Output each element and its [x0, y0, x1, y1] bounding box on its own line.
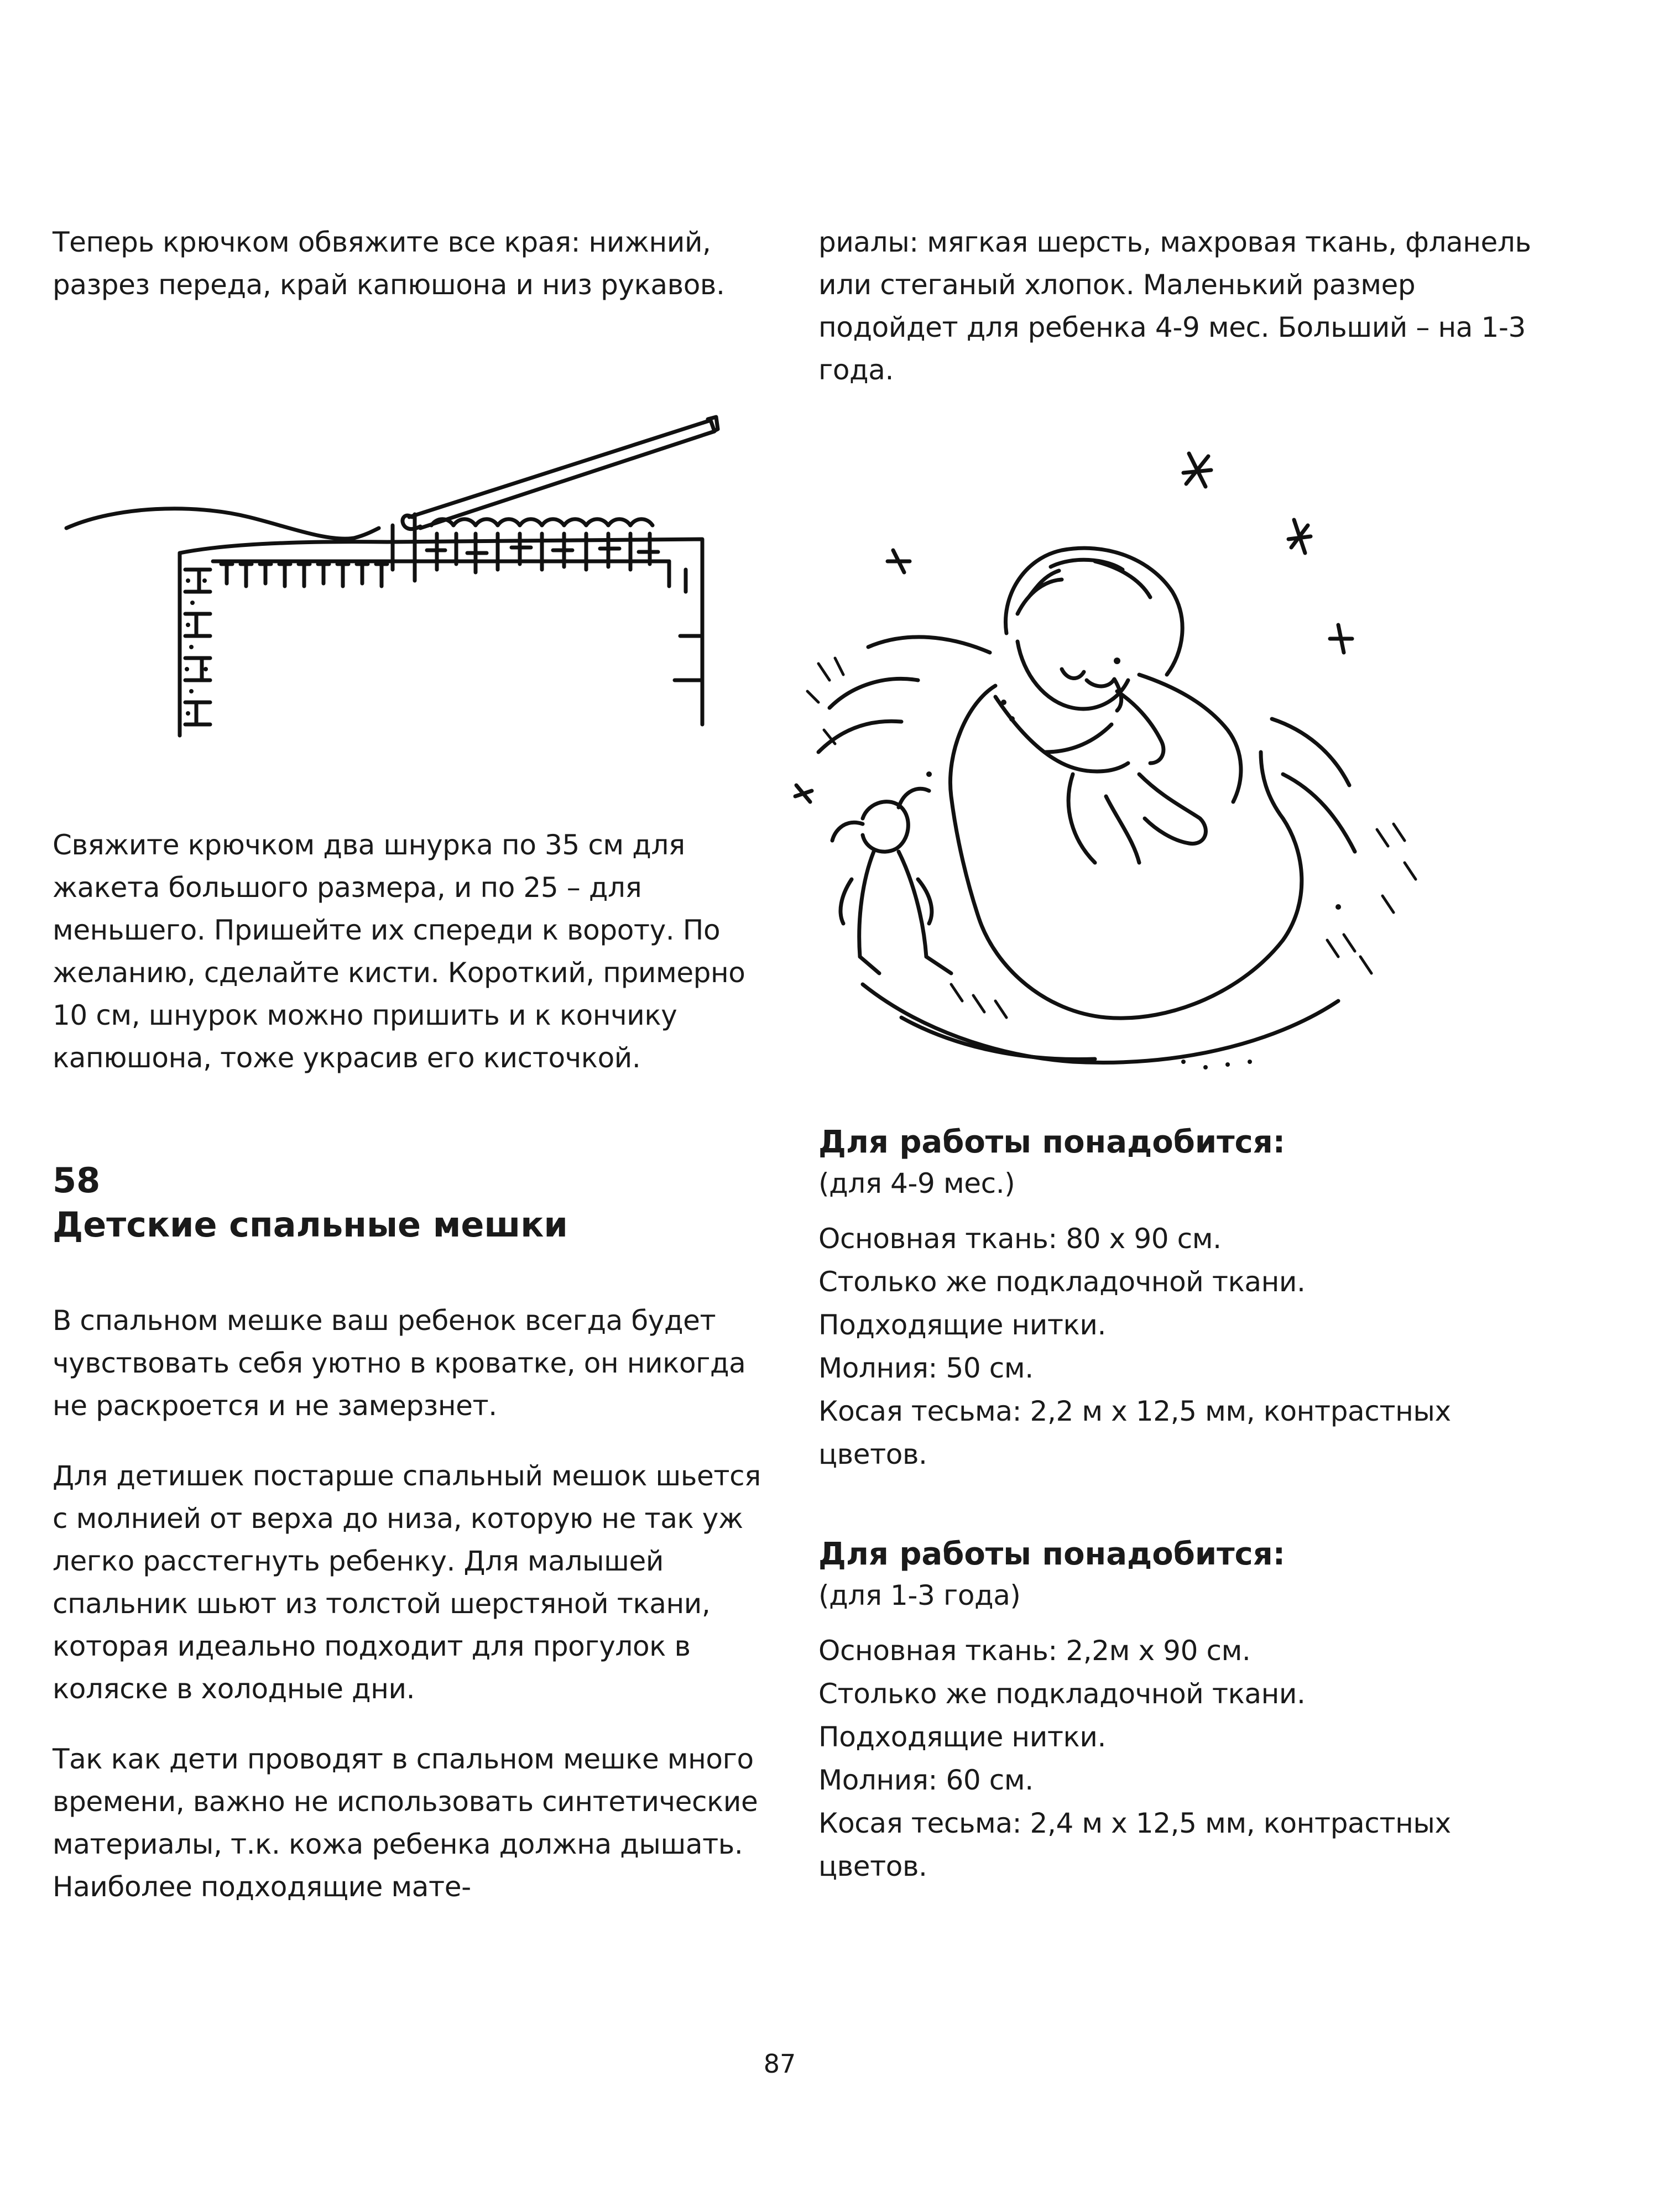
left-body — [53, 1300, 766, 1908]
materials-group-1 — [818, 1123, 1532, 1476]
section-header — [53, 1159, 766, 1247]
page-number: 87 — [763, 2049, 796, 2079]
list-item: Столько же подкладочной ткани. — [818, 1266, 1306, 1298]
left-intro — [53, 221, 766, 306]
materials-title-1: Для работы понадобится: — [818, 1124, 1286, 1160]
list-item: Косая тесьма: 2,2 м х 12,5 мм, контрастных цветов. — [818, 1395, 1451, 1470]
materials-subtitle-1: (для 4-9 мес.) — [818, 1167, 1015, 1199]
intro-paragraph: Теперь крючком обвяжите все края: нижний, разрез переда, край капюшона и низ рукавов. — [53, 226, 725, 301]
crochet-edge-illustration — [55, 404, 735, 747]
list-item: Основная ткань: 2,2м х 90 см. — [818, 1635, 1251, 1667]
list-item: Молния: 50 см. — [818, 1352, 1034, 1384]
paragraph-1: В спальном мешке ваш ребенок всегда будет чувствовать себя уютно в кроватке, он никогда не раскроется и не замерзнет. — [53, 1305, 746, 1422]
list-item: Молния: 60 см. — [818, 1764, 1034, 1796]
materials-group-2 — [818, 1535, 1532, 1888]
list-item: Подходящие нитки. — [818, 1721, 1106, 1753]
paragraph-2: Для детишек постарше спальный мешок шьется с молнией от верха до низа, которую не так уж легко расстегнуть ребенку. Для малышей спальник шьют из толстой шерстяной ткани, которая идеально подходит для прогулок в коляске в холодные дни. — [53, 1460, 761, 1705]
list-item: Основная ткань: 80 х 90 см. — [818, 1223, 1222, 1255]
cord-paragraph: Свяжите крючком два шнурка по 35 см для жакета большого размера, и по 25 – для меньшего. Пришейте их спереди к вороту. По желанию, сделайте кисти. Короткий, примерно 10 см, шнурок можно пришить и к кончику капюшона, тоже украсив его кисточкой. — [53, 829, 745, 1074]
section-number: 58 — [53, 1160, 101, 1201]
right-continuation — [818, 221, 1532, 392]
paragraph-3: Так как дети проводят в спальном мешке много времени, важно не использовать синтетические материалы, т.к. кожа ребенка должна дышать. Наиболее подходящие мате- — [53, 1743, 758, 1903]
section-title: Детские спальные мешки — [53, 1204, 568, 1245]
list-item: Косая тесьма: 2,4 м х 12,5 мм, контрастных цветов. — [818, 1807, 1451, 1882]
left-cord — [53, 824, 766, 1079]
sleeping-child-illustration — [785, 442, 1471, 1095]
materials-title-2: Для работы понадобится: — [818, 1536, 1286, 1572]
continuation-paragraph: риалы: мягкая шерсть, махровая ткань, фланель или стеганый хлопок. Маленький размер подойдет для ребенка 4-9 мес. Больший – на 1-3 года. — [818, 226, 1531, 386]
list-item: Столько же подкладочной ткани. — [818, 1678, 1306, 1710]
materials-subtitle-2: (для 1-3 года) — [818, 1579, 1021, 1611]
list-item: Подходящие нитки. — [818, 1309, 1106, 1341]
